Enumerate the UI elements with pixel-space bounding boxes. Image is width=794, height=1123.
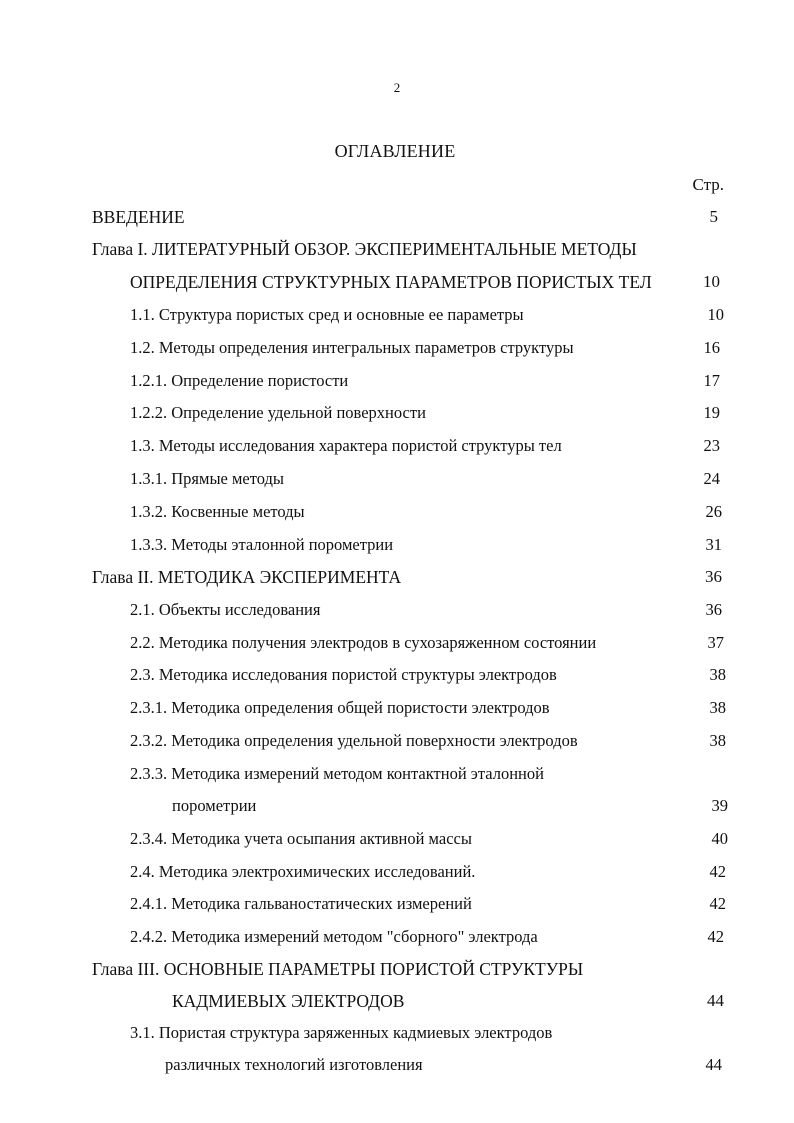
toc-entry-chapter-3-line-2 xyxy=(0,989,794,1013)
toc-entry-text: 2.3.1. Методика определения общей пористости электродов xyxy=(130,698,550,717)
toc-entry-page: 10 xyxy=(703,272,720,291)
toc-entry-text: 2.4.2. Методика измерений методом "сборного" электрода xyxy=(130,927,538,946)
toc-entry-text: КАДМИЕВЫХ ЭЛЕКТРОДОВ xyxy=(172,991,405,1011)
toc-entry-page: 24 xyxy=(703,469,720,488)
page-number: 2 xyxy=(393,80,401,95)
toc-entry-page: 5 xyxy=(709,207,718,226)
toc-entry-1-2-2 xyxy=(0,401,794,425)
toc-entry-text: Глава III. ОСНОВНЫЕ ПАРАМЕТРЫ ПОРИСТОЙ СТРУКТУРЫ xyxy=(92,959,584,979)
toc-entry-text: Глава I. ЛИТЕРАТУРНЫЙ ОБЗОР. ЭКСПЕРИМЕНТАЛЬНЫЕ МЕТОДЫ xyxy=(92,239,637,259)
toc-entry-2-3 xyxy=(0,663,794,687)
toc-entry-text: порометрии xyxy=(172,796,257,815)
toc-entry-page: 42 xyxy=(707,927,724,946)
toc-entry-page: 40 xyxy=(711,829,728,848)
toc-title: ОГЛАВЛЕНИЕ xyxy=(334,141,456,161)
toc-entry-2-2 xyxy=(0,631,794,655)
toc-entry-text: различных технологий изготовления xyxy=(165,1055,423,1074)
toc-entry-chapter-1-line-1 xyxy=(0,237,794,261)
toc-entry-2-3-4 xyxy=(0,827,794,851)
toc-entry-text: 1.3. Методы исследования характера пористой структуры тел xyxy=(130,436,562,455)
toc-entry-2-4 xyxy=(0,860,794,884)
toc-entry-page: 17 xyxy=(703,371,720,390)
toc-entry-page: 19 xyxy=(703,403,720,422)
toc-entry-1-2 xyxy=(0,336,794,360)
toc-entry-page: 26 xyxy=(705,502,722,521)
toc-entry-1-2-1 xyxy=(0,369,794,393)
page-column-label: Стр. xyxy=(692,175,724,194)
toc-entry-1-1 xyxy=(0,303,794,327)
toc-entry-text: 1.2. Методы определения интегральных параметров структуры xyxy=(130,338,574,357)
toc-entry-page: 16 xyxy=(703,338,720,357)
toc-entry-text: 2.3. Методика исследования пористой структуры электродов xyxy=(130,665,557,684)
toc-entry-chapter-2 xyxy=(0,565,794,589)
toc-entry-text: 2.3.3. Методика измерений методом контактной эталонной xyxy=(130,764,544,783)
toc-entry-page: 38 xyxy=(709,698,726,717)
toc-entry-chapter-3-line-1 xyxy=(0,957,794,981)
toc-entry-text: 2.3.4. Методика учета осыпания активной массы xyxy=(130,829,472,848)
toc-entry-page: 42 xyxy=(709,894,726,913)
toc-entry-3-1-line-1 xyxy=(0,1021,794,1045)
toc-entry-2-3-2 xyxy=(0,729,794,753)
toc-entry-text: 1.3.1. Прямые методы xyxy=(130,469,284,488)
toc-entry-2-4-2 xyxy=(0,925,794,949)
toc-entry-page: 38 xyxy=(709,665,726,684)
toc-entry-text: 2.2. Методика получения электродов в сухозаряженном состоянии xyxy=(130,633,597,652)
toc-entry-page: 36 xyxy=(705,600,722,619)
toc-entry-1-3-3 xyxy=(0,533,794,557)
toc-entry-introduction xyxy=(0,205,794,229)
toc-entry-page: 38 xyxy=(709,731,726,750)
toc-entry-text: 1.3.2. Косвенные методы xyxy=(130,502,305,521)
toc-entry-2-3-3-line-2 xyxy=(0,794,794,818)
toc-entry-text: 1.2.1. Определение пористости xyxy=(130,371,349,390)
toc-entry-page: 23 xyxy=(703,436,720,455)
toc-entry-page: 44 xyxy=(707,991,724,1010)
toc-entry-1-3-1 xyxy=(0,467,794,491)
toc-entry-page: 44 xyxy=(705,1055,722,1074)
toc-entry-page: 39 xyxy=(711,796,728,815)
toc-entry-page: 36 xyxy=(705,567,722,586)
toc-entry-2-1 xyxy=(0,598,794,622)
toc-entry-text: Глава II. МЕТОДИКА ЭКСПЕРИМЕНТА xyxy=(92,567,402,587)
toc-entry-page: 31 xyxy=(705,535,722,554)
toc-entry-page: 37 xyxy=(707,633,724,652)
toc-entry-page: 42 xyxy=(709,862,726,881)
toc-entry-text: 1.1. Структура пористых сред и основные ее параметры xyxy=(130,305,524,324)
toc-entry-text: 2.3.2. Методика определения удельной поверхности электродов xyxy=(130,731,578,750)
toc-entry-1-3-2 xyxy=(0,500,794,524)
toc-entry-3-1-line-2 xyxy=(0,1053,794,1077)
toc-entry-2-3-1 xyxy=(0,696,794,720)
toc-entry-text: ОПРЕДЕЛЕНИЯ СТРУКТУРНЫХ ПАРАМЕТРОВ ПОРИСТЫХ ТЕЛ xyxy=(130,272,652,292)
toc-entry-2-4-1 xyxy=(0,892,794,916)
toc-entry-text: ВВЕДЕНИЕ xyxy=(92,207,185,227)
toc-entry-2-3-3-line-1 xyxy=(0,762,794,786)
toc-entry-chapter-1-line-2 xyxy=(0,270,794,294)
toc-entry-text: 2.1. Объекты исследования xyxy=(130,600,321,619)
toc-entry-text: 2.4.1. Методика гальваностатических измерений xyxy=(130,894,472,913)
toc-entry-text: 3.1. Пористая структура заряженных кадмиевых электродов xyxy=(130,1023,553,1042)
toc-entry-text: 1.2.2. Определение удельной поверхности xyxy=(130,403,426,422)
toc-entry-page: 10 xyxy=(707,305,724,324)
toc-entry-text: 2.4. Методика электрохимических исследований. xyxy=(130,862,476,881)
toc-entry-1-3 xyxy=(0,434,794,458)
toc-entry-text: 1.3.3. Методы эталонной порометрии xyxy=(130,535,394,554)
